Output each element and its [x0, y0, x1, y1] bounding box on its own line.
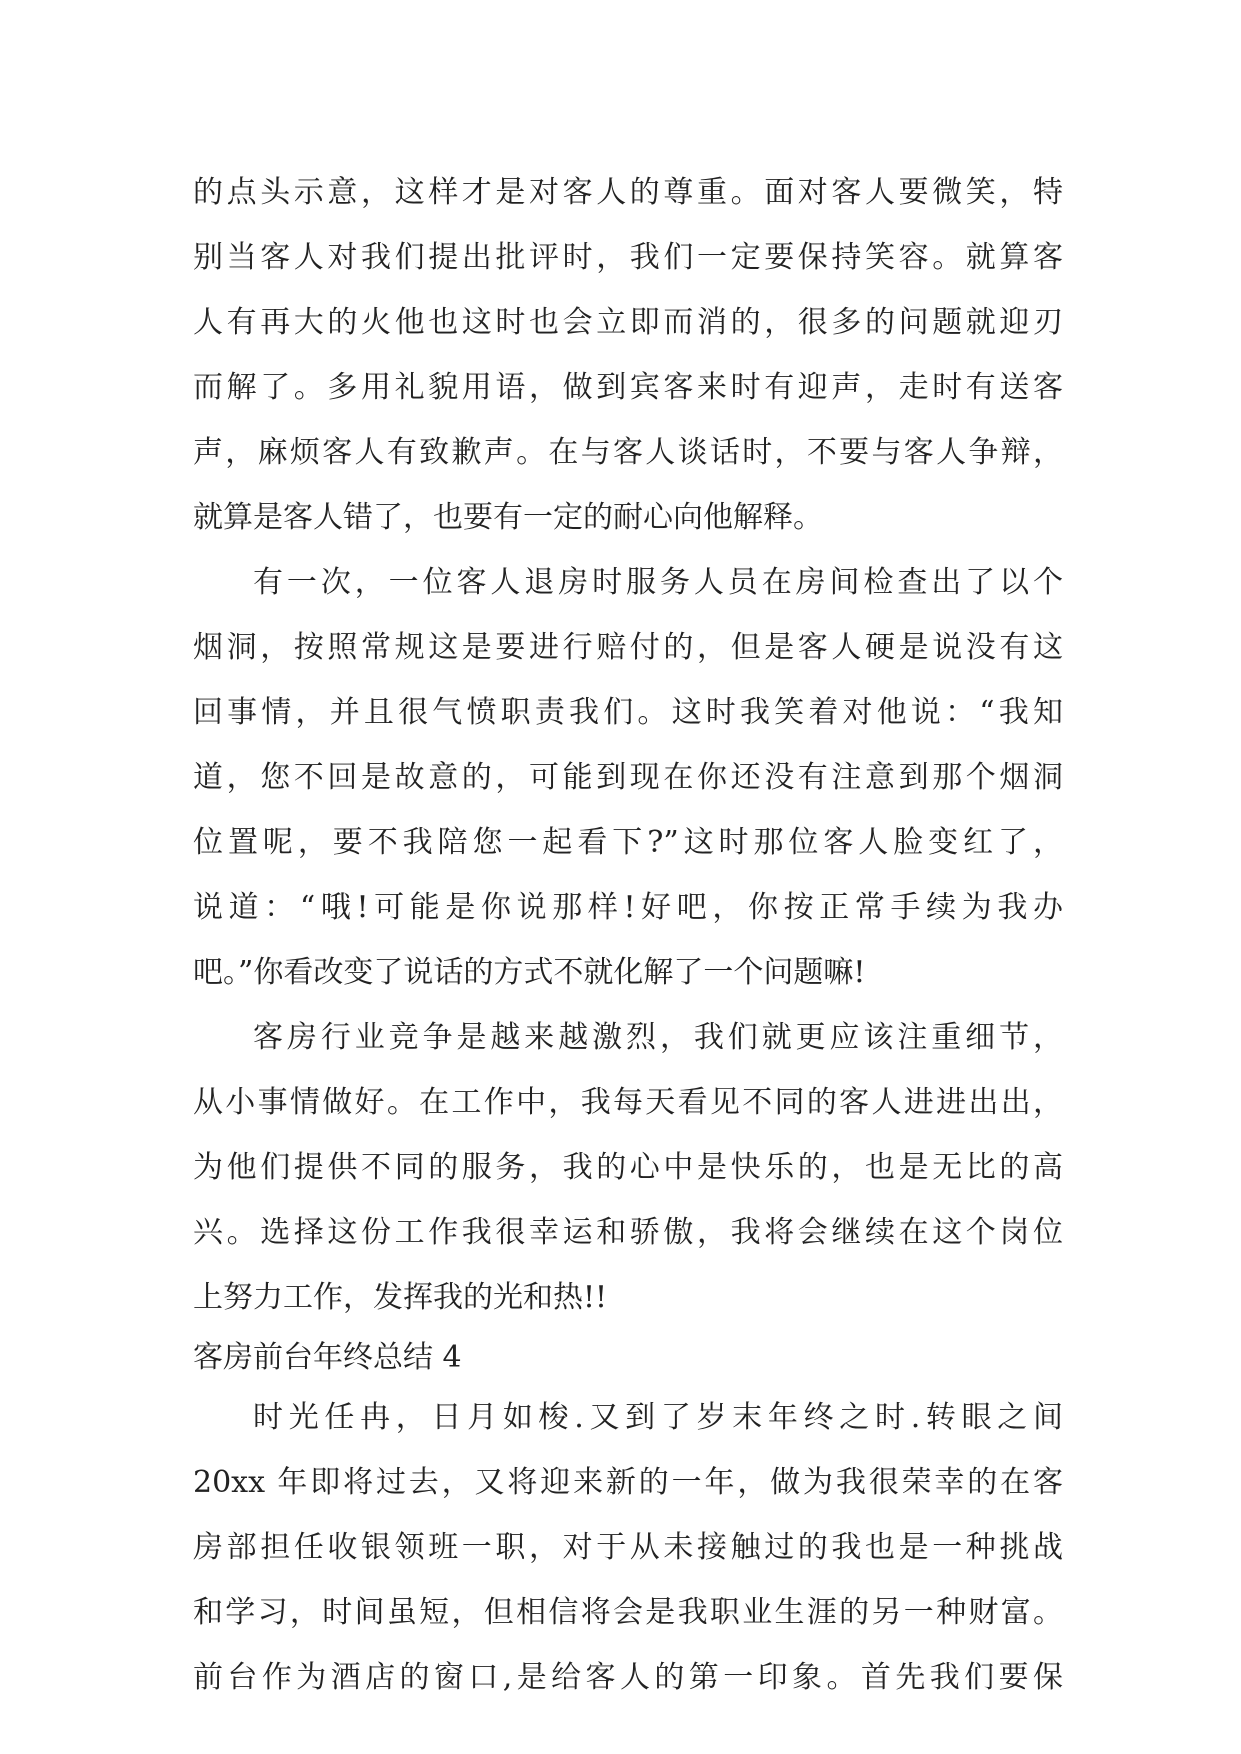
- paragraph-line: 道，您不回是故意的，可能到现在你还没有注意到那个烟洞: [193, 760, 1063, 795]
- paragraph-line: 位置呢，要不我陪您一起看下?”这时那位客人脸变红了，: [193, 825, 1063, 860]
- paragraph-line: 房部担任收银领班一职，对于从未接触过的我也是一种挑战: [193, 1530, 1063, 1565]
- paragraph-line: 为他们提供不同的服务，我的心中是快乐的，也是无比的高: [193, 1150, 1063, 1185]
- paragraph-line: 人有再大的火他也这时也会立即而消的，很多的问题就迎刃: [193, 305, 1063, 340]
- section-heading: 客房前台年终总结 4: [193, 1340, 462, 1375]
- paragraph-1: [193, 160, 1063, 550]
- paragraph-line: 20xx 年即将过去，又将迎来新的一年，做为我很荣幸的在客: [193, 1465, 1063, 1500]
- paragraph-line: 别当客人对我们提出批评时，我们一定要保持笑容。就算客: [193, 240, 1063, 275]
- paragraph-line: 烟洞，按照常规这是要进行赔付的，但是客人硬是说没有这: [193, 630, 1063, 665]
- paragraph-line: 上努力工作，发挥我的光和热!!: [193, 1280, 608, 1315]
- paragraph-line: 时光任冉，日月如梭.又到了岁末年终之时.转眼之间: [253, 1400, 1063, 1435]
- paragraph-line: 就算是客人错了，也要有一定的耐心向他解释。: [193, 500, 823, 535]
- document-body: [193, 160, 1063, 1710]
- paragraph-2: [193, 550, 1063, 1005]
- paragraph-line: 回事情，并且很气愤职责我们。这时我笑着对他说：“我知: [193, 695, 1063, 730]
- paragraph-4: [193, 1385, 1063, 1710]
- paragraph-line: 客房行业竞争是越来越激烈，我们就更应该注重细节，: [253, 1020, 1063, 1055]
- paragraph-line: 说道：“哦!可能是你说那样!好吧，你按正常手续为我办: [193, 890, 1063, 925]
- paragraph-3: [193, 1005, 1063, 1330]
- paragraph-line: 吧。”你看改变了说话的方式不就化解了一个问题嘛!: [193, 955, 866, 990]
- paragraph-line: 有一次，一位客人退房时服务人员在房间检查出了以个: [253, 565, 1063, 600]
- paragraph-line: 兴。选择这份工作我很幸运和骄傲，我将会继续在这个岗位: [193, 1215, 1063, 1250]
- paragraph-line: 前台作为酒店的窗口,是给客人的第一印象。首先我们要保: [193, 1660, 1063, 1695]
- paragraph-line: 的点头示意，这样才是对客人的尊重。面对客人要微笑，特: [193, 175, 1063, 210]
- paragraph-line: 和学习，时间虽短，但相信将会是我职业生涯的另一种财富。: [193, 1595, 1063, 1630]
- paragraph-line: 从小事情做好。在工作中，我每天看见不同的客人进进出出，: [193, 1085, 1063, 1120]
- paragraph-line: 而解了。多用礼貌用语，做到宾客来时有迎声，走时有送客: [193, 370, 1063, 405]
- paragraph-line: 声，麻烦客人有致歉声。在与客人谈话时，不要与客人争辩，: [193, 435, 1063, 470]
